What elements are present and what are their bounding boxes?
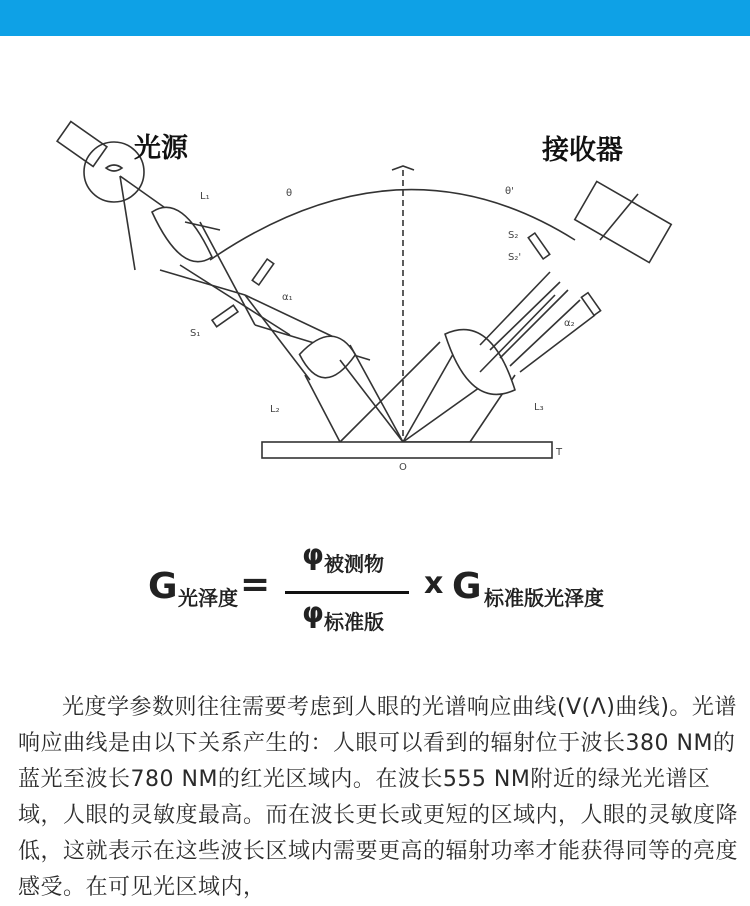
aperture-s2p-icon	[581, 293, 600, 316]
formula-times: x	[424, 566, 444, 601]
lamp-housing-icon	[57, 122, 107, 167]
formula-rhs-g: G	[452, 566, 482, 607]
formula-lhs-subscript: 光泽度	[178, 586, 238, 610]
label-s2: S₂	[508, 230, 519, 241]
label-origin: O	[399, 462, 407, 473]
body-paragraph	[18, 690, 740, 906]
formula-rhs-subscript: 标准版光泽度	[484, 586, 604, 610]
label-theta: θ	[286, 188, 293, 199]
formula-numerator-phi: φ	[302, 538, 324, 571]
label-l3: L₃	[534, 402, 544, 413]
formula-denominator-subscript: 标准版	[324, 610, 384, 634]
receiver-label: 接收器	[542, 135, 623, 166]
label-l2: L₂	[270, 404, 280, 415]
label-s2p: S₂'	[508, 252, 522, 263]
aperture-s1-upper-icon	[252, 259, 273, 285]
light-source-label: 光源	[134, 133, 188, 164]
formula-denominator-phi: φ	[302, 596, 324, 629]
aperture-s2-icon	[528, 233, 549, 259]
sample-plate	[262, 442, 552, 458]
formula-numerator-subscript: 被测物	[324, 552, 384, 576]
top-banner	[0, 0, 750, 36]
aperture-s1-lower-icon	[212, 305, 238, 326]
label-alpha2: α₂	[564, 318, 575, 329]
formula-g: G	[148, 566, 178, 607]
label-alpha1: α₁	[282, 292, 293, 303]
label-theta-prime: θ'	[505, 186, 514, 197]
optical-diagram	[40, 110, 720, 490]
angle-arc	[210, 190, 575, 260]
label-target: T	[556, 447, 563, 458]
receiver-icon	[575, 181, 671, 262]
formula-equals: =	[240, 564, 271, 605]
fraction-bar	[285, 591, 409, 594]
label-s1: S₁	[190, 328, 201, 339]
paragraph-text: 光度学参数则往往需要考虑到人眼的光谱响应曲线(V(Λ)曲线)。光谱响应曲线是由以下关系产生的：人眼可以看到的辐射位于波长380 NM的蓝光至波长780 NM的红光区域内。在波长555 NM附近的绿光光谱区域，人眼的灵敏度最高。而在波长更长或更短的区域内，人眼的灵敏度降低，这就表示在这些波长区域内需要更高的辐射功率才能获得同等的亮度感受。在可见光区域内，	[18, 695, 739, 900]
lens-l1-icon	[152, 207, 212, 261]
label-l1: L₁	[200, 191, 210, 202]
